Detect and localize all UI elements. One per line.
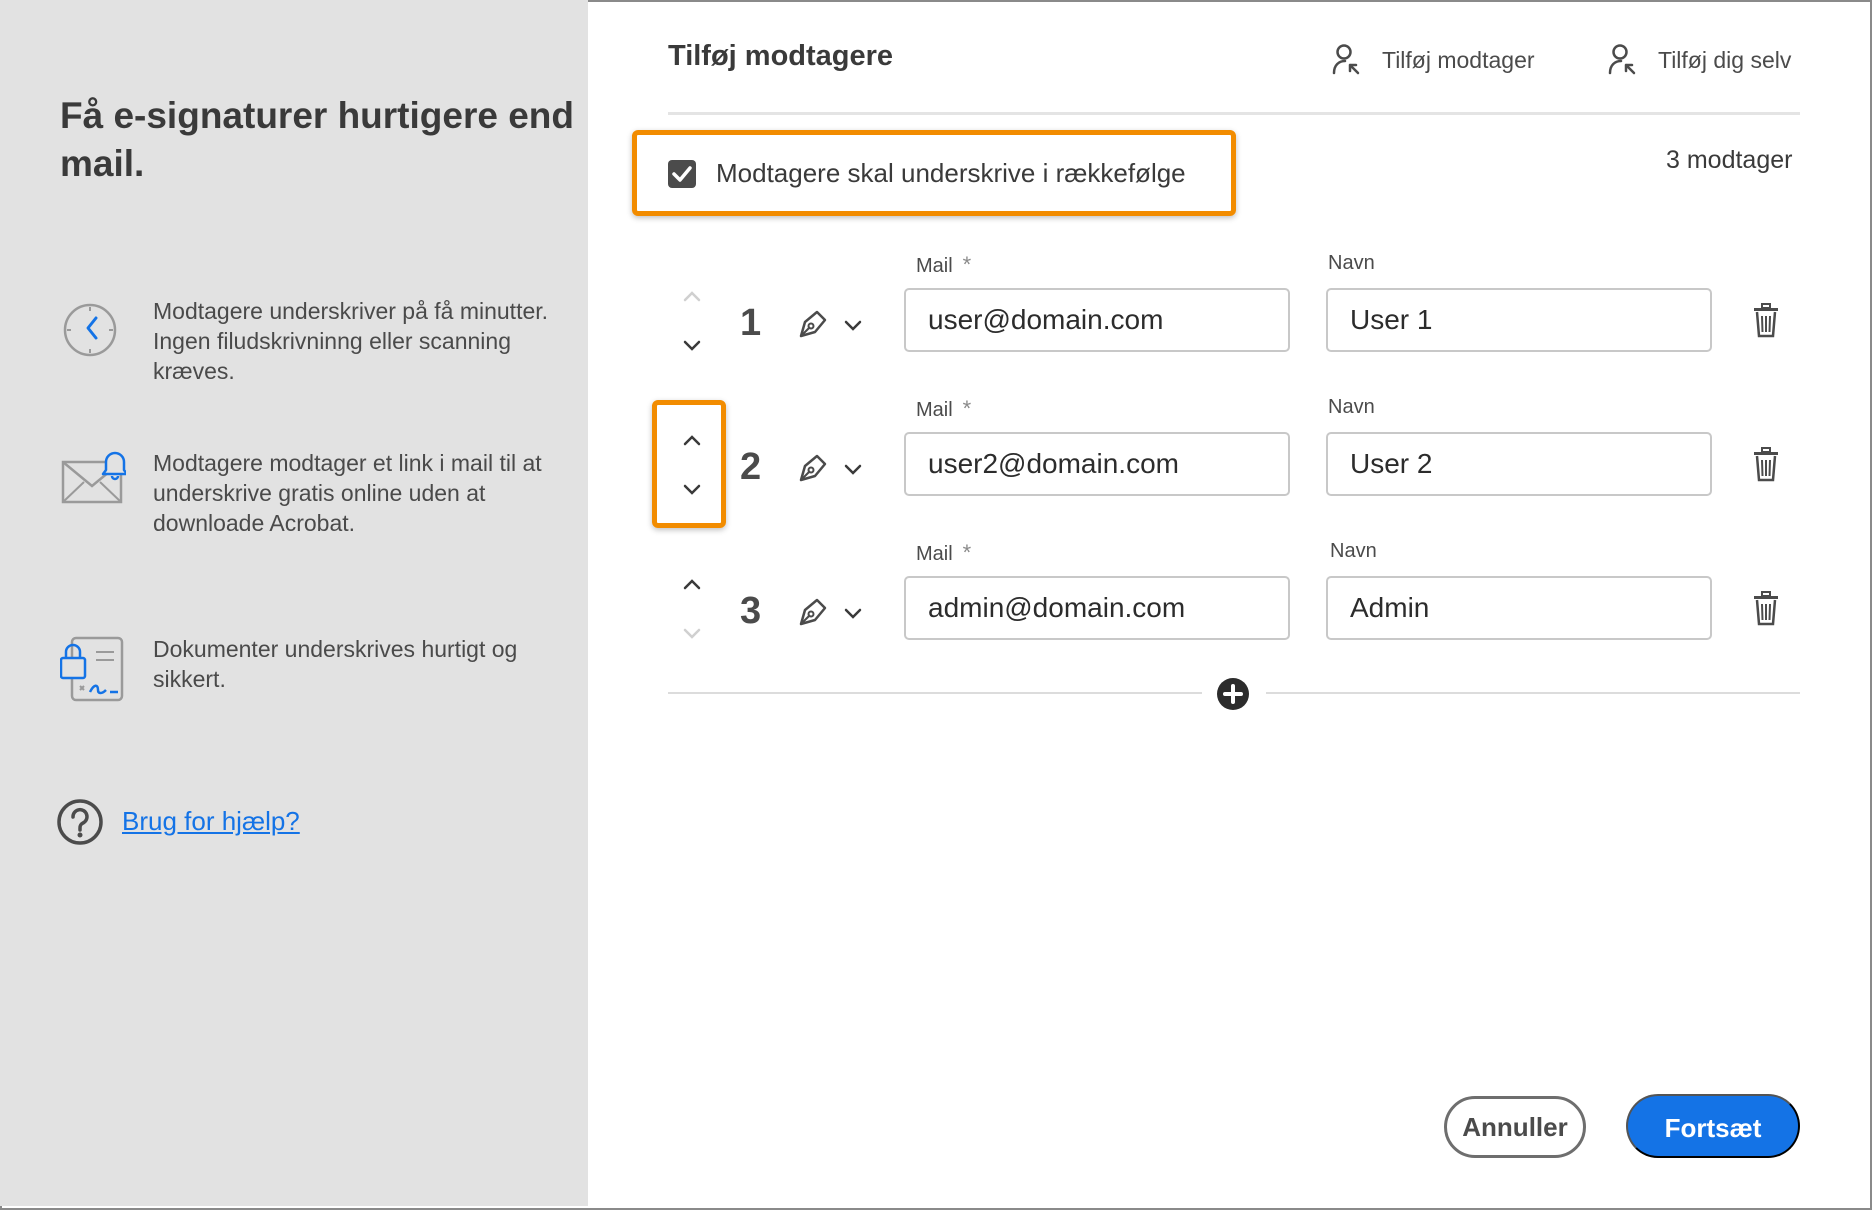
trash-icon[interactable] (1750, 590, 1782, 626)
checkmark-icon (671, 164, 693, 184)
list-divider (1266, 692, 1800, 694)
sign-in-order-label[interactable]: Modtagere skal underskrive i rækkefølge (716, 158, 1186, 188)
add-recipient-label: Tilføj modtager (1382, 46, 1535, 73)
signer-role-pen-icon[interactable] (795, 450, 831, 486)
feature-mail-link-text: Modtagere modtager et link i mail til at underskrive gratis online uden at downloade Acrobat. (153, 450, 542, 536)
add-recipient-button[interactable] (1332, 38, 1535, 82)
email-label-1 (916, 252, 971, 278)
page-title: Tilføj modtagere (668, 40, 894, 72)
move-down-button[interactable] (680, 336, 704, 356)
email-label-text: Mail (916, 543, 953, 565)
recipient-number: 3 (740, 590, 762, 632)
email-label-3 (916, 540, 971, 566)
trash-icon[interactable] (1750, 302, 1782, 338)
recipient-number: 2 (740, 446, 762, 488)
move-up-button[interactable] (680, 286, 704, 306)
required-marker: * (962, 540, 972, 565)
add-yourself-label: Tilføj dig selv (1658, 46, 1792, 73)
cancel-button[interactable]: Annuller (1444, 1096, 1586, 1158)
feature-fast-text: Modtagere underskriver på få minutter. Ingen filudskrivninng eller scanning kræves. (153, 298, 549, 384)
name-field[interactable]: User 1 (1326, 288, 1712, 352)
signer-role-pen-icon[interactable] (795, 306, 831, 342)
name-field[interactable]: User 2 (1326, 432, 1712, 496)
name-label-3: Navn (1330, 540, 1377, 562)
email-field[interactable]: user2@domain.com (904, 432, 1290, 496)
recipient-count: 3 modtager (1666, 146, 1793, 174)
sign-in-order-checkbox[interactable] (668, 160, 696, 188)
clock-icon (60, 296, 126, 366)
email-field[interactable]: user@domain.com (904, 288, 1290, 352)
role-dropdown-chevron-icon[interactable] (843, 606, 863, 622)
add-self-icon (1608, 43, 1638, 77)
mail-bell-icon (60, 448, 126, 518)
signer-role-pen-icon[interactable] (795, 594, 831, 630)
email-label-2 (916, 396, 971, 422)
email-field[interactable]: admin@domain.com (904, 576, 1290, 640)
secure-document-icon (60, 634, 126, 704)
recipient-number: 1 (740, 302, 762, 344)
name-field[interactable]: Admin (1326, 576, 1712, 640)
help-link[interactable]: Brug for hjælp? (122, 806, 300, 836)
move-up-button[interactable] (680, 574, 704, 594)
name-label-2: Navn (1328, 396, 1375, 418)
help-icon[interactable] (56, 798, 104, 846)
name-label-1: Navn (1328, 252, 1375, 274)
header-divider (668, 112, 1800, 115)
add-yourself-button[interactable] (1608, 38, 1791, 82)
role-dropdown-chevron-icon[interactable] (843, 462, 863, 478)
role-dropdown-chevron-icon[interactable] (843, 318, 863, 334)
reorder-highlight (652, 400, 726, 528)
add-row-plus-icon[interactable] (1216, 677, 1250, 711)
move-up-button[interactable] (680, 430, 704, 450)
required-marker: * (962, 396, 972, 421)
continue-button[interactable]: Fortsæt (1626, 1094, 1800, 1158)
feature-secure-text: Dokumenter underskrives hurtigt og sikkert. (153, 636, 518, 692)
info-title: Få e-signaturer hurtigere end mail. (60, 95, 574, 184)
required-marker: * (962, 252, 972, 277)
list-divider (668, 692, 1202, 694)
add-person-icon (1332, 43, 1362, 77)
email-label-text: Mail (916, 255, 953, 277)
trash-icon[interactable] (1750, 446, 1782, 482)
email-label-text: Mail (916, 399, 953, 421)
move-down-button[interactable] (680, 480, 704, 500)
info-panel (0, 0, 588, 1206)
move-down-button[interactable] (680, 624, 704, 644)
